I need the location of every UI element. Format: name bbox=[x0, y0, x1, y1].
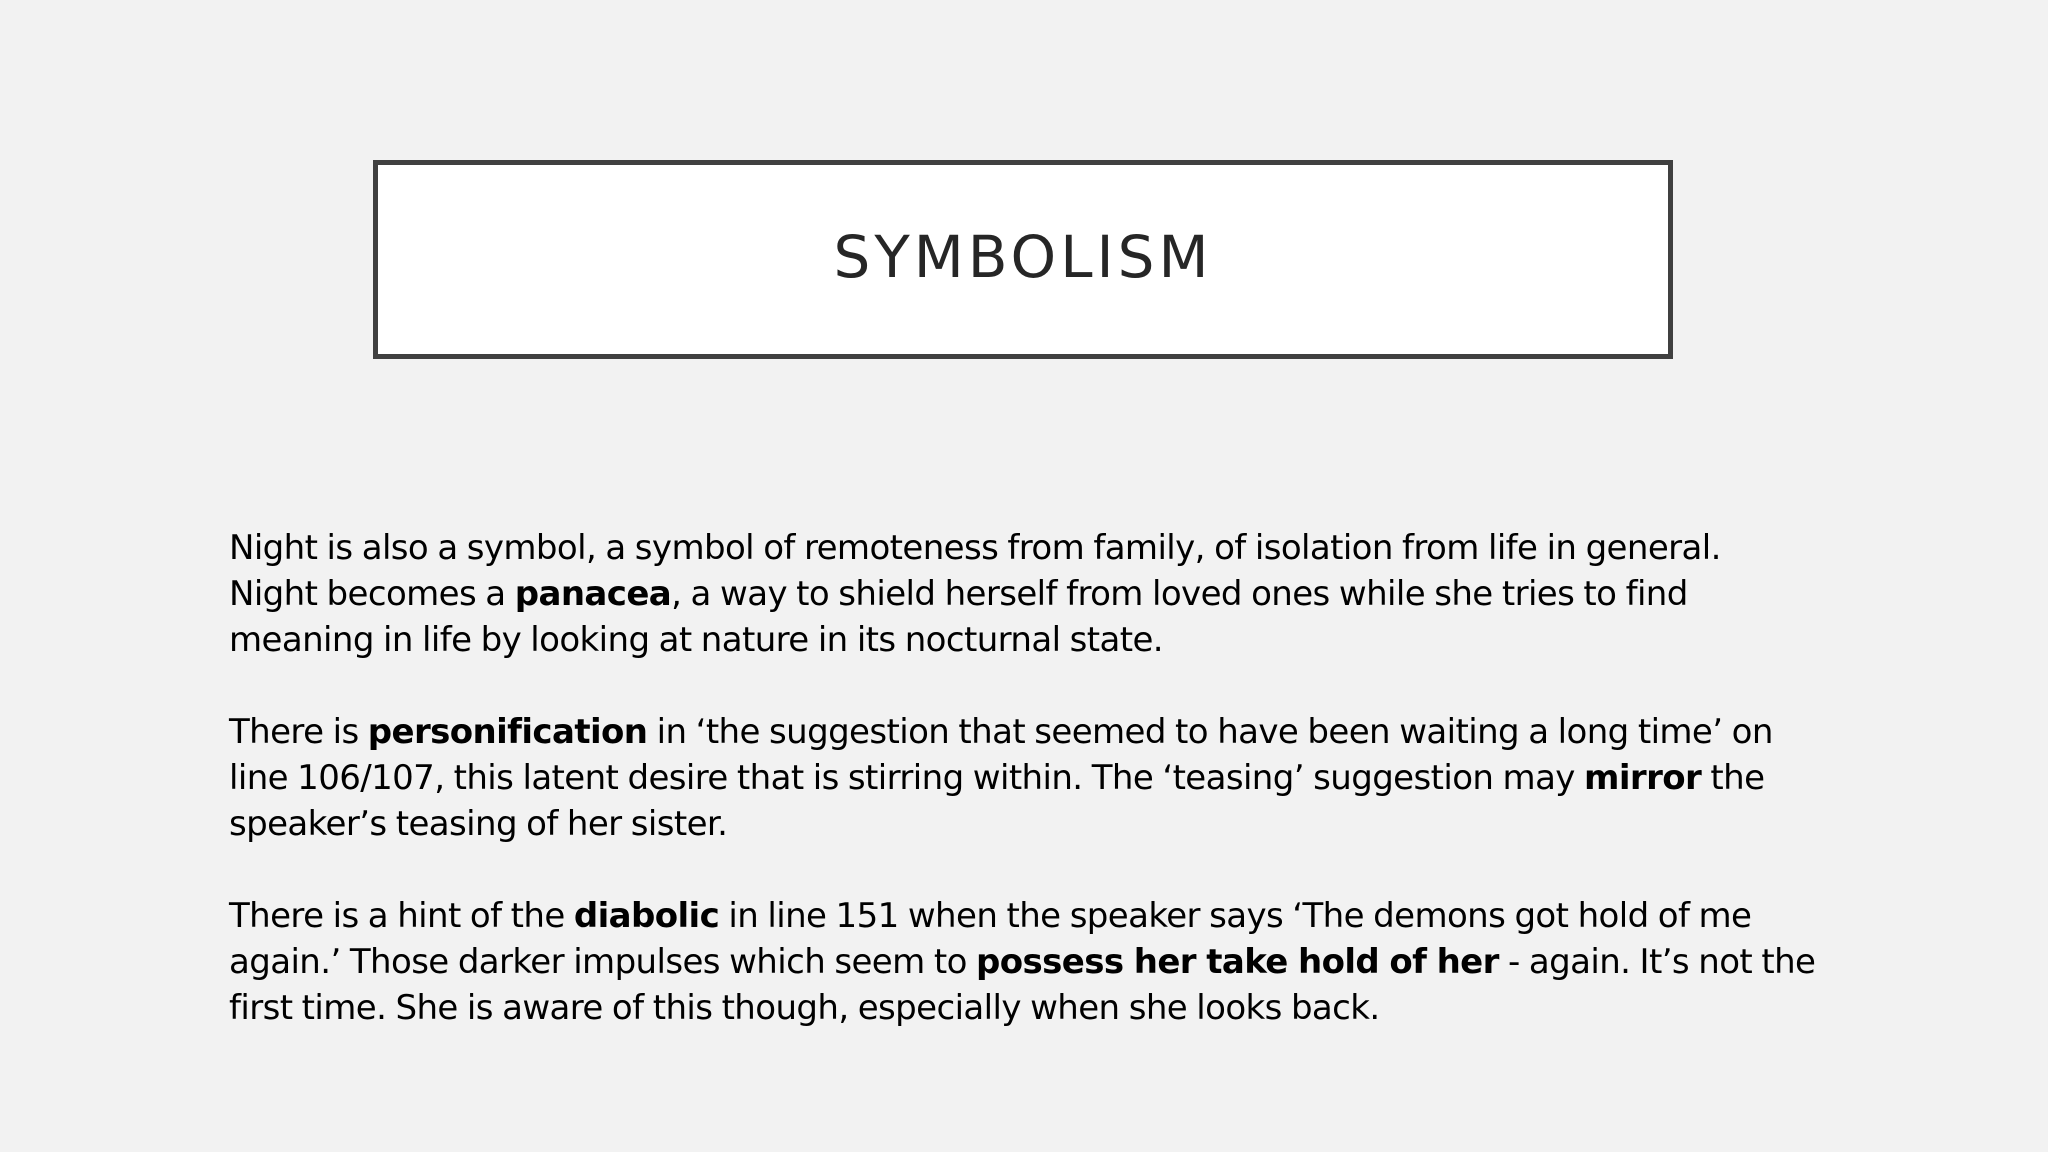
text-run: the bbox=[1701, 758, 1765, 798]
text-line bbox=[229, 709, 1869, 755]
keyword-panacea: panacea bbox=[514, 574, 672, 614]
text-run: Night is also a symbol, a symbol of remoteness from family, of isolation from life in general. bbox=[229, 528, 1721, 568]
text-run: There is a hint of the bbox=[229, 896, 574, 936]
text-run: , a way to shield herself from loved ones while she tries to find bbox=[671, 574, 1688, 614]
text-run: in line 151 when the speaker says ‘The demons got hold of me bbox=[719, 896, 1752, 936]
paragraph-personification bbox=[229, 709, 1869, 847]
text-line bbox=[229, 617, 1869, 663]
text-line bbox=[229, 939, 1869, 985]
text-line bbox=[229, 893, 1869, 939]
text-run: first time. She is aware of this though, especially when she looks back. bbox=[229, 988, 1380, 1028]
text-line bbox=[229, 571, 1869, 617]
text-run: - again. It’s not the bbox=[1498, 942, 1816, 982]
text-run: in ‘the suggestion that seemed to have been waiting a long time’ on bbox=[647, 712, 1773, 752]
text-run: There is bbox=[229, 712, 368, 752]
title-box bbox=[373, 160, 1673, 359]
text-run: speaker’s teasing of her sister. bbox=[229, 804, 728, 844]
paragraph-diabolic bbox=[229, 893, 1869, 1031]
slide-title: SYMBOLISM bbox=[833, 223, 1213, 291]
keyword-personification: personification bbox=[367, 712, 648, 752]
keyword-diabolic: diabolic bbox=[573, 896, 720, 936]
slide-body bbox=[229, 525, 1869, 1031]
text-run: again.’ Those darker impulses which seem to bbox=[229, 942, 976, 982]
text-run: Night becomes a bbox=[229, 574, 515, 614]
paragraph-night-symbol bbox=[229, 525, 1869, 663]
keyword-mirror: mirror bbox=[1584, 758, 1702, 798]
keyword-possess: possess her take hold of her bbox=[975, 942, 1499, 982]
text-line bbox=[229, 525, 1869, 571]
text-run: meaning in life by looking at nature in its nocturnal state. bbox=[229, 620, 1164, 660]
text-run: line 106/107, this latent desire that is stirring within. The ‘teasing’ suggestion may bbox=[229, 758, 1585, 798]
text-line bbox=[229, 755, 1869, 801]
text-line bbox=[229, 985, 1869, 1031]
text-line bbox=[229, 801, 1869, 847]
